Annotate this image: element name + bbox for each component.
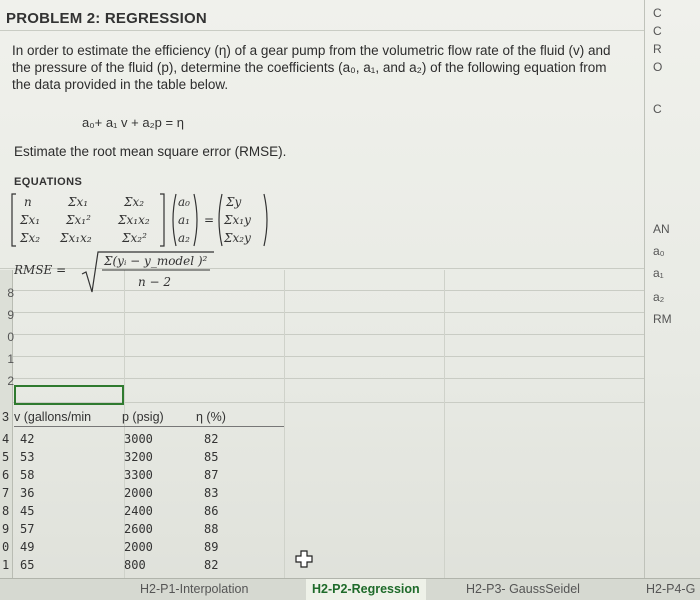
column-header-eta: η (%) bbox=[196, 410, 226, 424]
matrix-cell: Σx₁x₂ bbox=[118, 213, 150, 227]
tab-gaussseidel[interactable]: H2-P3- GaussSeidel bbox=[466, 582, 580, 596]
row-number[interactable]: 0 bbox=[7, 330, 14, 344]
bracket-right bbox=[160, 194, 164, 246]
cell-v[interactable]: 53 bbox=[20, 450, 35, 464]
paren-right bbox=[194, 194, 197, 246]
cell-cursor-icon bbox=[295, 550, 313, 568]
cell-v[interactable]: 36 bbox=[20, 486, 35, 500]
model-equation: a₀+ a₁ v + a₂p = η bbox=[82, 115, 184, 130]
row-number[interactable]: 8 bbox=[2, 504, 10, 518]
rmse-label: RMSE = bbox=[14, 263, 67, 277]
matrix-cell: Σx₂ bbox=[20, 231, 41, 245]
row-number[interactable]: 0 bbox=[2, 540, 10, 554]
cell-p[interactable]: 2600 bbox=[124, 522, 153, 536]
column-header-p: p (psig) bbox=[122, 410, 164, 424]
row-number[interactable]: 1 bbox=[2, 558, 10, 572]
equations-heading: EQUATIONS bbox=[14, 176, 83, 188]
description-line: the data provided in the table below. bbox=[12, 77, 229, 92]
cell-p[interactable]: 2000 bbox=[124, 486, 153, 500]
cell-eta[interactable]: 83 bbox=[204, 486, 219, 500]
rmse-numerator: Σ(yᵢ − y_model )² bbox=[104, 254, 208, 268]
grid-line bbox=[0, 334, 644, 335]
bracket-left bbox=[12, 194, 16, 246]
right-col-text: a₀ bbox=[653, 244, 665, 258]
normal-equations-matrix bbox=[10, 190, 290, 250]
brace-right bbox=[264, 194, 267, 246]
matrix-cell: Σx₂² bbox=[122, 231, 147, 245]
rhs-cell: Σy bbox=[226, 195, 242, 209]
cell-p[interactable]: 3300 bbox=[124, 468, 153, 482]
header-underline bbox=[14, 426, 284, 427]
tab-interpolation[interactable]: H2-P1-Interpolation bbox=[140, 582, 249, 596]
rmse-instruction: Estimate the root mean square error (RMSE). bbox=[14, 144, 287, 159]
matrix-cell: Σx₂ bbox=[124, 195, 145, 209]
tab-p4[interactable]: H2-P4-G bbox=[646, 582, 696, 596]
row-number[interactable]: 4 bbox=[2, 432, 10, 446]
cell-eta[interactable]: 82 bbox=[204, 558, 219, 572]
grid-line bbox=[0, 378, 644, 379]
cell-p[interactable]: 2000 bbox=[124, 540, 153, 554]
right-col-text: C bbox=[653, 6, 662, 20]
row-number[interactable]: 1 bbox=[7, 352, 14, 366]
grid-line bbox=[444, 270, 445, 578]
paren-left bbox=[173, 194, 176, 246]
tab-regression[interactable]: H2-P2-Regression bbox=[306, 579, 426, 600]
cell-eta[interactable]: 88 bbox=[204, 522, 219, 536]
row-number[interactable]: 9 bbox=[2, 522, 10, 536]
right-column bbox=[644, 0, 700, 599]
row-number[interactable]: 7 bbox=[2, 486, 10, 500]
grid-line bbox=[284, 270, 285, 578]
cell-v[interactable]: 57 bbox=[20, 522, 35, 536]
cell-v[interactable]: 45 bbox=[20, 504, 35, 518]
matrix-cell: Σx₁ bbox=[68, 195, 89, 209]
rmse-formula bbox=[14, 248, 254, 296]
unknown-cell: a₀ bbox=[178, 195, 190, 209]
problem-title: PROBLEM 2: REGRESSION bbox=[6, 10, 207, 27]
right-col-text: R bbox=[653, 42, 662, 56]
cell-v[interactable]: 49 bbox=[20, 540, 35, 554]
column-header-v: v (gallons/min bbox=[14, 410, 92, 424]
right-col-text: AN bbox=[653, 222, 670, 236]
row-number[interactable]: 8 bbox=[7, 286, 14, 300]
description-line: the pressure of the fluid (p), determine the coefficients (a₀, a₁, and a₂) of the following equation from bbox=[12, 60, 607, 75]
cell-eta[interactable]: 82 bbox=[204, 432, 219, 446]
selected-cell[interactable] bbox=[14, 385, 124, 405]
cell-p[interactable]: 800 bbox=[124, 558, 146, 572]
row-number[interactable]: 6 bbox=[2, 468, 10, 482]
cell-eta[interactable]: 89 bbox=[204, 540, 219, 554]
row-number[interactable]: 2 bbox=[7, 374, 14, 388]
cell-v[interactable]: 65 bbox=[20, 558, 35, 572]
grid-line bbox=[0, 356, 644, 357]
cell-eta[interactable]: 85 bbox=[204, 450, 219, 464]
brace-left bbox=[219, 194, 222, 246]
matrix-cell: Σx₁x₂ bbox=[60, 231, 92, 245]
unknown-cell: a₂ bbox=[178, 231, 190, 245]
right-col-text: RM bbox=[653, 312, 672, 326]
matrix-cell: Σx₁² bbox=[66, 213, 91, 227]
problem-description bbox=[12, 42, 652, 93]
matrix-cell: n bbox=[24, 195, 32, 209]
rhs-cell: Σx₂y bbox=[224, 231, 251, 245]
cell-p[interactable]: 3200 bbox=[124, 450, 153, 464]
rmse-denominator: n − 2 bbox=[138, 275, 172, 289]
right-col-text: a₂ bbox=[653, 290, 665, 304]
description-line: In order to estimate the efficiency (η) of a gear pump from the volumetric flow rate of the fluid (v) and bbox=[12, 43, 611, 58]
cell-eta[interactable]: 86 bbox=[204, 504, 219, 518]
right-col-text: C bbox=[653, 102, 662, 116]
sheet-tabs bbox=[0, 578, 700, 600]
right-col-text: a₁ bbox=[653, 266, 664, 280]
grid-line bbox=[0, 312, 644, 313]
row-number[interactable]: 9 bbox=[7, 308, 14, 322]
rhs-cell: Σx₁y bbox=[224, 213, 251, 227]
right-col-text: C bbox=[653, 24, 662, 38]
cell-v[interactable]: 58 bbox=[20, 468, 35, 482]
unknown-cell: a₁ bbox=[178, 213, 190, 227]
equals-sign: = bbox=[204, 213, 215, 227]
right-col-text: O bbox=[653, 60, 663, 74]
row-number[interactable]: 3 bbox=[2, 410, 9, 424]
cell-p[interactable]: 3000 bbox=[124, 432, 153, 446]
cell-p[interactable]: 2400 bbox=[124, 504, 153, 518]
grid-line bbox=[0, 30, 644, 31]
row-number[interactable]: 5 bbox=[2, 450, 10, 464]
cell-v[interactable]: 42 bbox=[20, 432, 35, 446]
cell-eta[interactable]: 87 bbox=[204, 468, 219, 482]
matrix-cell: Σx₁ bbox=[20, 213, 41, 227]
